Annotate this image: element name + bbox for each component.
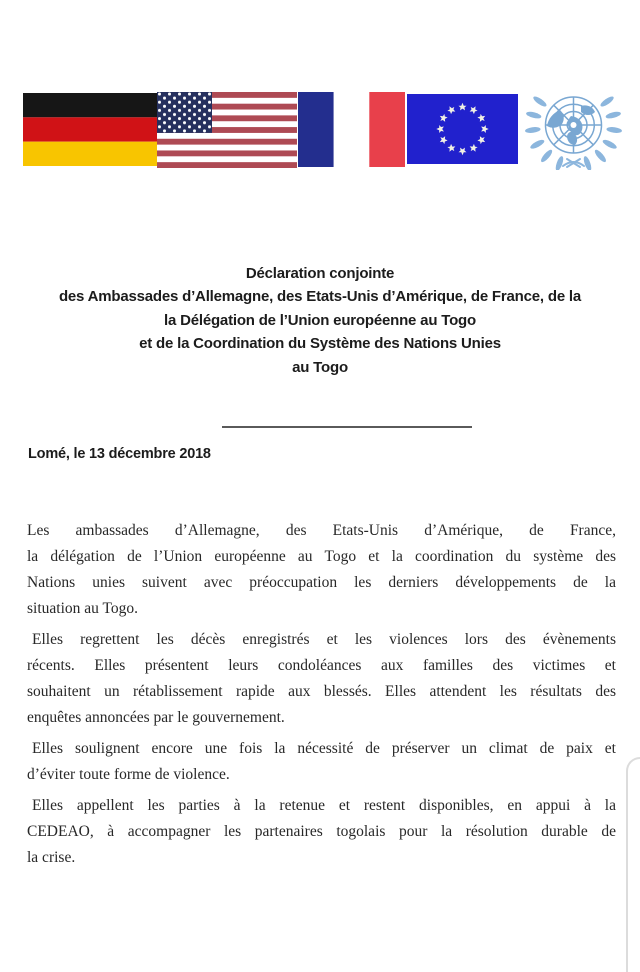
paragraph bbox=[27, 736, 616, 788]
body-line: la délégation de l’Union européenne au Togo et la coordination du système des bbox=[27, 548, 616, 565]
france-flag-icon bbox=[298, 92, 405, 167]
document-body bbox=[27, 518, 616, 876]
paragraph bbox=[27, 518, 616, 622]
document-title bbox=[0, 262, 640, 379]
paragraph bbox=[27, 627, 616, 731]
body-line: enquêtes annoncées par le gouvernement. bbox=[27, 709, 285, 726]
body-line: Elles appellent les parties à la retenue et restent disponibles, en appui à la bbox=[32, 797, 616, 814]
title-line: au Togo bbox=[292, 358, 348, 376]
body-line: Elles soulignent encore une fois la nécessité de préserver un climat de paix et bbox=[32, 740, 616, 757]
body-line: CEDEAO, à accompagner les partenaires togolais pour la résolution durable de bbox=[27, 823, 616, 840]
un-emblem bbox=[521, 90, 626, 170]
un-emblem-icon bbox=[521, 90, 626, 170]
germany-flag bbox=[23, 93, 157, 166]
body-line: récents. Elles présentent leurs condoléances aux familles des victimes et bbox=[27, 657, 616, 674]
usa-flag bbox=[157, 92, 297, 168]
body-line: souhaitent un rétablissement rapide aux blessés. Elles attendent les résultats des bbox=[27, 683, 616, 700]
eu-flag-icon bbox=[407, 94, 518, 164]
body-line: Nations unies suivent avec préoccupation les derniers développements de la bbox=[27, 574, 616, 591]
body-line: Les ambassades d’Allemagne, des Etats-Unis d’Amérique, de France, bbox=[27, 522, 616, 539]
overlapping-card-edge bbox=[626, 757, 640, 972]
horizontal-divider bbox=[222, 426, 472, 428]
title-line: la Délégation de l’Union européenne au Togo bbox=[164, 311, 476, 329]
eu-flag bbox=[407, 94, 518, 164]
germany-flag-icon bbox=[23, 93, 157, 166]
usa-flag-icon bbox=[157, 92, 297, 168]
dateline: Lomé, le 13 décembre 2018 bbox=[28, 446, 211, 462]
paragraph bbox=[27, 793, 616, 871]
body-line: Elles regrettent les décès enregistrés et les violences lors des évènements bbox=[32, 631, 616, 648]
body-line: situation au Togo. bbox=[27, 600, 138, 617]
title-line: et de la Coordination du Système des Nations Unies bbox=[139, 335, 501, 353]
body-line: d’éviter toute forme de violence. bbox=[27, 766, 230, 783]
france-flag bbox=[298, 92, 405, 167]
title-line: Déclaration conjointe bbox=[245, 265, 395, 282]
title-line: des Ambassades d’Allemagne, des Etats-Unis d’Amérique, de France, de la bbox=[58, 288, 582, 306]
body-line: la crise. bbox=[27, 849, 76, 866]
